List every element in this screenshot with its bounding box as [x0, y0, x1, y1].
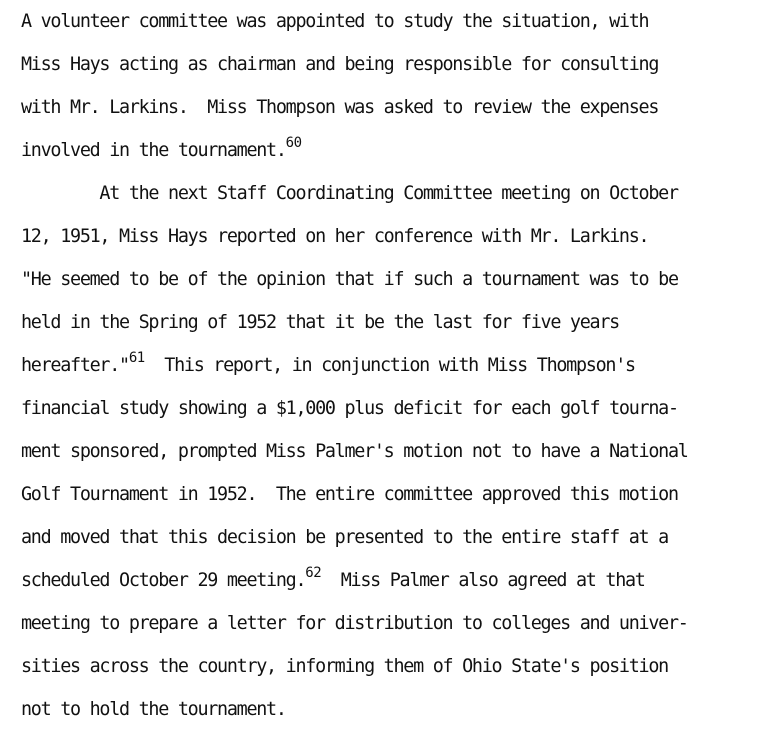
text-line	[21, 350, 635, 378]
text-line: At the next Staff Coordinating Committee meeting on October	[21, 183, 678, 204]
text-line	[21, 565, 645, 593]
text-line: held in the Spring of 1952 that it be the last for five years	[21, 312, 619, 333]
text-line: not to hold the tournament.	[21, 699, 286, 720]
footnote-marker-60: 60	[285, 135, 302, 151]
text-segment: scheduled October 29 meeting.	[21, 570, 306, 591]
text-segment: hereafter."	[21, 355, 129, 376]
text-segment: involved in the tournament.	[21, 140, 286, 161]
text-line: financial study showing a $1,000 plus deficit for each golf tourna-	[21, 398, 678, 419]
text-line: with Mr. Larkins. Miss Thompson was asked to review the expenses	[21, 97, 659, 118]
text-line: ment sponsored, prompted Miss Palmer's motion not to have a National	[21, 441, 688, 462]
footnote-marker-61: 61	[128, 350, 145, 366]
text-line: and moved that this decision be presented to the entire staff at a	[21, 527, 668, 548]
text-line: 12, 1951, Miss Hays reported on her conference with Mr. Larkins.	[21, 226, 649, 247]
text-line	[21, 135, 302, 163]
text-segment: This report, in conjunction with Miss Thompson's	[144, 355, 635, 376]
text-line: Golf Tournament in 1952. The entire committee approved this motion	[21, 484, 678, 505]
text-line: meeting to prepare a letter for distribution to colleges and univer-	[21, 613, 688, 634]
text-line: A volunteer committee was appointed to study the situation, with	[21, 11, 649, 32]
text-line: Miss Hays acting as chairman and being responsible for consulting	[21, 54, 659, 75]
text-line: "He seemed to be of the opinion that if such a tournament was to be	[21, 269, 678, 290]
text-line: sities across the country, informing them of Ohio State's position	[21, 656, 668, 677]
footnote-marker-62: 62	[305, 565, 322, 581]
text-segment: Miss Palmer also agreed at that	[321, 570, 645, 591]
